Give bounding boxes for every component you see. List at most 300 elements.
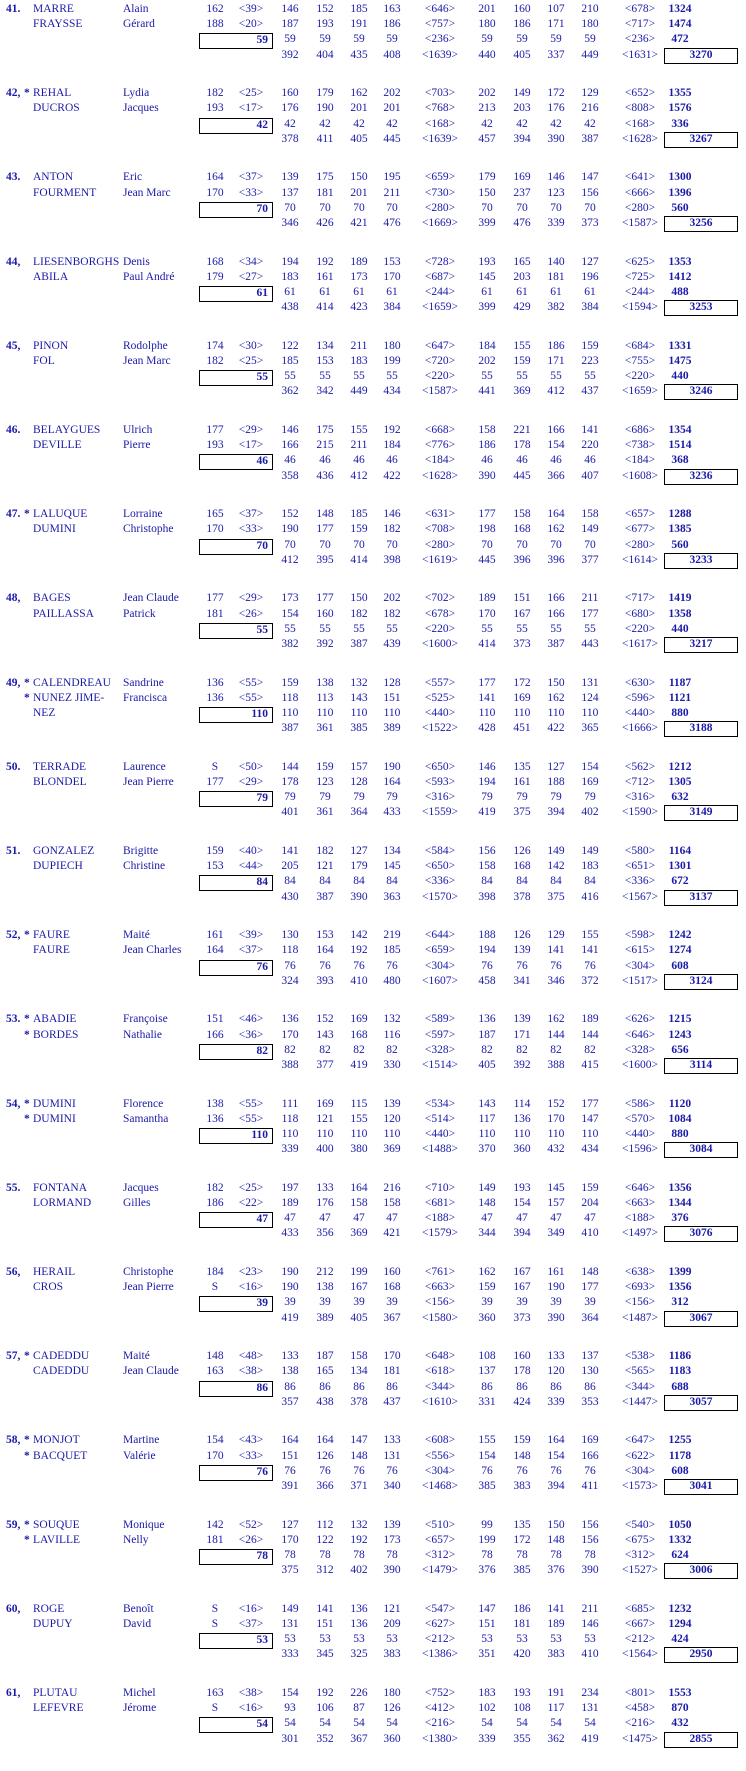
game-score: 116 [383, 1028, 401, 1041]
player-handicap: <52> [238, 1518, 264, 1531]
player-average: 170 [206, 523, 224, 536]
team-rank: 56, [6, 1266, 21, 1278]
handicap-game: 54 [319, 1717, 331, 1730]
game-score: 171 [513, 1028, 531, 1041]
game-score: 149 [547, 845, 565, 857]
game-score: 124 [581, 691, 599, 704]
player-firstname: Paul André [123, 270, 175, 283]
player-total: 1474 [668, 18, 692, 31]
game-score: 166 [547, 607, 565, 620]
game-score: 134 [316, 339, 334, 352]
handicap-series2: <304> [624, 1464, 656, 1477]
team-block [0, 1518, 746, 1602]
handicap-game: 59 [284, 33, 296, 46]
player-total: 1084 [668, 1112, 692, 1125]
series2-total: <630> [624, 676, 656, 689]
handicap-game: 79 [516, 791, 528, 804]
game-score: 148 [513, 1449, 531, 1462]
team-handicap: 82 [256, 1044, 268, 1057]
female-marker: * [24, 1097, 30, 1110]
series2-total: <651> [624, 860, 656, 873]
game-score: 164 [383, 775, 401, 788]
handicap-game: 84 [386, 875, 398, 888]
game-score: 136 [281, 1013, 299, 1026]
series2-total: <540> [624, 1518, 656, 1531]
game-score: 159 [350, 523, 368, 536]
team-game-total: 377 [316, 1058, 334, 1071]
player-surname: DUPUY [33, 1617, 73, 1630]
handicap-game: 39 [319, 1296, 331, 1309]
game-score: 189 [478, 592, 496, 605]
handicap-game: 76 [284, 959, 296, 972]
game-score: 146 [478, 760, 496, 773]
team-block [0, 170, 746, 254]
team-game-total: 410 [350, 974, 368, 987]
female-marker: * [24, 1350, 30, 1363]
team-game-total: 387 [350, 637, 368, 650]
game-score: 139 [513, 944, 531, 957]
handicap-game: 47 [386, 1212, 398, 1225]
player-firstname: Alain [123, 3, 149, 15]
game-score: 178 [513, 439, 531, 452]
series1-total: <678> [424, 607, 456, 620]
player-total: 1300 [668, 171, 692, 184]
game-score: 172 [513, 676, 531, 689]
game-score: 192 [350, 1533, 368, 1546]
handicap-game: 76 [319, 1464, 331, 1477]
player-total: 1412 [668, 270, 692, 283]
player-surname: FOURMENT [33, 186, 97, 199]
player-surname: LIESENBORGHS [33, 255, 120, 268]
handicap-game: 78 [584, 1548, 596, 1561]
game-score: 166 [581, 1449, 599, 1462]
team-grand-total: 2950 [689, 1648, 713, 1661]
game-score: 166 [281, 439, 299, 452]
series1-total: <776> [424, 439, 456, 452]
team-game-total: 457 [478, 132, 496, 145]
player-average: 177 [206, 775, 224, 788]
game-score: 180 [383, 1687, 401, 1699]
player-firstname: Jean Claude [123, 592, 179, 605]
player-handicap: <39> [238, 3, 264, 15]
team-block [0, 339, 746, 423]
game-score: 186 [547, 339, 565, 352]
handicap-game: 61 [386, 285, 398, 298]
team-game-total: 369 [350, 1227, 368, 1240]
player-surname: DUCROS [33, 102, 80, 115]
series2-total: <538> [624, 1350, 656, 1363]
game-score: 170 [547, 1112, 565, 1125]
handicap-game: 110 [513, 1127, 531, 1140]
player-surname: FOL [33, 354, 55, 367]
game-score: 127 [547, 760, 565, 773]
series2-total: <596> [624, 691, 656, 704]
player-handicap: <17> [238, 439, 264, 452]
team-series2: <1497> [622, 1227, 658, 1240]
game-score: 166 [547, 592, 565, 605]
handicap-game: 110 [581, 1127, 599, 1140]
handicap-game: 110 [350, 706, 368, 719]
game-score: 155 [513, 339, 531, 352]
team-game-total: 367 [350, 1732, 368, 1745]
series2-total: <717> [624, 592, 656, 605]
handicap-total: 488 [671, 285, 689, 298]
player-total: 1356 [668, 1181, 692, 1194]
game-score: 141 [547, 1602, 565, 1615]
team-block [0, 86, 746, 170]
team-game-total: 363 [383, 890, 401, 903]
handicap-total: 608 [671, 1464, 689, 1477]
game-score: 182 [316, 845, 334, 857]
team-game-total: 394 [513, 1227, 531, 1240]
game-score: 178 [281, 775, 299, 788]
handicap-game: 55 [481, 370, 493, 383]
game-score: 193 [513, 1181, 531, 1194]
handicap-game: 79 [319, 791, 331, 804]
game-score: 226 [350, 1687, 368, 1699]
player-total: 1183 [668, 1365, 692, 1378]
game-score: 154 [281, 1687, 299, 1699]
team-handicap: 86 [256, 1381, 268, 1394]
player-handicap: <55> [238, 676, 264, 689]
team-game-total: 361 [316, 806, 334, 819]
handicap-game: 76 [481, 959, 493, 972]
handicap-game: 70 [550, 201, 562, 214]
handicap-game: 55 [284, 370, 296, 383]
game-score: 156 [581, 1518, 599, 1531]
game-score: 128 [350, 775, 368, 788]
handicap-game: 47 [353, 1212, 365, 1225]
player-handicap: <55> [238, 1112, 264, 1125]
game-score: 134 [350, 1365, 368, 1378]
handicap-game: 39 [516, 1296, 528, 1309]
handicap-series2: <220> [624, 622, 656, 635]
team-game-total: 402 [350, 1564, 368, 1577]
female-marker: * [24, 929, 30, 942]
series1-total: <650> [424, 760, 456, 773]
handicap-series2: <212> [624, 1633, 656, 1646]
team-series1: <1580> [422, 1311, 458, 1324]
player-average: 170 [206, 1449, 224, 1462]
handicap-series1: <304> [424, 959, 456, 972]
game-score: 120 [547, 1365, 565, 1378]
game-score: 169 [513, 691, 531, 704]
game-score: 172 [513, 1533, 531, 1546]
team-game-total: 400 [316, 1143, 334, 1156]
handicap-game: 54 [516, 1717, 528, 1730]
team-game-total: 383 [513, 1479, 531, 1492]
handicap-game: 76 [319, 959, 331, 972]
game-score: 191 [547, 1687, 565, 1699]
player-average: 142 [206, 1518, 224, 1531]
game-score: 161 [316, 270, 334, 283]
series2-total: <675> [624, 1533, 656, 1546]
team-series2: <1594> [622, 301, 658, 314]
team-game-total: 416 [581, 890, 599, 903]
handicap-game: 78 [550, 1548, 562, 1561]
game-score: 111 [281, 1097, 299, 1110]
handicap-game: 55 [516, 370, 528, 383]
player-total: 1301 [668, 860, 692, 873]
game-score: 205 [281, 860, 299, 873]
game-score: 145 [547, 1181, 565, 1194]
team-rank: 59, [6, 1518, 21, 1531]
game-score: 113 [316, 691, 334, 704]
handicap-game: 61 [284, 285, 296, 298]
team-game-total: 414 [316, 301, 334, 314]
handicap-series2: <440> [624, 1127, 656, 1140]
game-score: 161 [547, 1266, 565, 1278]
game-score: 177 [316, 523, 334, 536]
female-marker: * [24, 676, 30, 689]
handicap-series1: <312> [424, 1548, 456, 1561]
team-game-total: 476 [513, 216, 531, 229]
handicap-game: 110 [547, 706, 565, 719]
handicap-game: 79 [550, 791, 562, 804]
handicap-game: 46 [584, 454, 596, 467]
game-score: 148 [350, 1449, 368, 1462]
handicap-game: 47 [481, 1212, 493, 1225]
player-handicap: <37> [238, 1617, 264, 1630]
team-game-total: 458 [478, 974, 496, 987]
handicap-game: 59 [516, 33, 528, 46]
game-score: 123 [316, 775, 334, 788]
game-score: 162 [350, 87, 368, 100]
team-game-total: 439 [383, 637, 401, 650]
game-score: 155 [581, 929, 599, 942]
game-score: 126 [383, 1702, 401, 1715]
handicap-game: 47 [584, 1212, 596, 1225]
team-game-total: 412 [281, 553, 299, 566]
team-game-total: 378 [513, 890, 531, 903]
handicap-series1: <220> [424, 370, 456, 383]
player-total: 1353 [668, 255, 692, 268]
team-game-total: 362 [547, 1732, 565, 1745]
handicap-game: 53 [353, 1633, 365, 1646]
player-handicap: <29> [238, 775, 264, 788]
player-total: 1187 [668, 676, 692, 689]
handicap-game: 82 [386, 1043, 398, 1056]
series2-total: <598> [624, 929, 656, 942]
game-score: 175 [316, 424, 334, 436]
team-series2: <1475> [622, 1732, 658, 1745]
game-score: 136 [513, 1112, 531, 1125]
game-score: 182 [383, 607, 401, 620]
team-game-total: 443 [581, 637, 599, 650]
team-game-total: 449 [581, 48, 599, 61]
team-grand-total: 3076 [689, 1227, 713, 1240]
game-score: 160 [513, 3, 531, 15]
player-total: 1186 [668, 1350, 692, 1363]
team-game-total: 324 [281, 974, 299, 987]
game-score: 165 [513, 255, 531, 268]
team-grand-total: 3006 [689, 1564, 713, 1577]
player-total: 1243 [668, 1028, 692, 1041]
game-score: 195 [383, 171, 401, 184]
handicap-game: 39 [284, 1296, 296, 1309]
handicap-game: 54 [481, 1717, 493, 1730]
game-score: 141 [316, 1602, 334, 1615]
handicap-game: 82 [584, 1043, 596, 1056]
handicap-game: 78 [386, 1548, 398, 1561]
game-score: 117 [478, 1112, 496, 1125]
team-game-total: 396 [547, 553, 565, 566]
handicap-game: 59 [550, 33, 562, 46]
team-block [0, 2, 746, 86]
handicap-game: 110 [281, 1127, 299, 1140]
game-score: 136 [478, 1013, 496, 1026]
player-firstname: Denis [123, 255, 150, 268]
game-score: 193 [316, 18, 334, 31]
player-average: 148 [206, 1350, 224, 1363]
handicap-total: 608 [671, 959, 689, 972]
game-score: 158 [350, 1350, 368, 1363]
series1-total: <510> [424, 1518, 456, 1531]
game-score: 126 [316, 1449, 334, 1462]
team-handicap: 79 [256, 792, 268, 805]
handicap-series2: <336> [624, 875, 656, 888]
team-grand-total: 3246 [689, 385, 713, 398]
team-rank: 54, [6, 1097, 21, 1110]
game-score: 146 [281, 3, 299, 15]
player-total: 1396 [668, 186, 692, 199]
team-game-total: 342 [316, 385, 334, 398]
player-handicap: <40> [238, 845, 264, 857]
team-handicap: 47 [256, 1213, 268, 1226]
player-average: 165 [206, 508, 224, 521]
game-score: 164 [350, 1181, 368, 1194]
player-surname: NUNEZ JIME- [33, 691, 105, 704]
game-score: 215 [316, 439, 334, 452]
series2-total: <712> [624, 775, 656, 788]
team-grand-total: 2855 [689, 1732, 713, 1745]
handicap-series1: <316> [424, 791, 456, 804]
team-grand-total: 3041 [689, 1479, 713, 1492]
game-score: 179 [350, 860, 368, 873]
team-game-total: 387 [547, 637, 565, 650]
team-game-total: 389 [316, 1311, 334, 1324]
player-surname: BORDES [33, 1028, 79, 1041]
series2-total: <663> [624, 1196, 656, 1209]
game-score: 173 [350, 270, 368, 283]
player-handicap: <29> [238, 424, 264, 436]
handicap-series1: <328> [424, 1043, 456, 1056]
handicap-game: 76 [353, 1464, 365, 1477]
player-surname: SOUQUE [33, 1518, 80, 1531]
series1-total: <646> [424, 3, 456, 15]
series1-total: <631> [424, 508, 456, 521]
game-score: 192 [316, 255, 334, 268]
team-game-total: 391 [281, 1479, 299, 1492]
game-score: 139 [383, 1518, 401, 1531]
team-handicap: 61 [256, 286, 268, 299]
game-score: 176 [281, 102, 299, 115]
player-handicap: <43> [238, 1434, 264, 1447]
game-score: 121 [316, 1112, 334, 1125]
player-total: 1121 [668, 691, 692, 704]
game-score: 189 [281, 1196, 299, 1209]
team-series2: <1617> [622, 637, 658, 650]
handicap-series1: <236> [424, 33, 456, 46]
team-rank: 50. [6, 760, 21, 773]
series2-total: <667> [624, 1617, 656, 1630]
team-game-total: 366 [316, 1479, 334, 1492]
team-game-total: 384 [581, 301, 599, 314]
game-score: 199 [350, 1266, 368, 1278]
series1-total: <618> [424, 1365, 456, 1378]
team-block [0, 1349, 746, 1433]
game-score: 176 [316, 1196, 334, 1209]
series2-total: <808> [624, 102, 656, 115]
team-grand-total: 3137 [689, 890, 713, 903]
team-game-total: 405 [350, 132, 368, 145]
team-game-total: 375 [513, 806, 531, 819]
game-score: 133 [281, 1350, 299, 1363]
handicap-game: 70 [584, 201, 596, 214]
game-score: 114 [513, 1097, 531, 1110]
game-score: 131 [281, 1617, 299, 1630]
team-game-total: 339 [281, 1143, 299, 1156]
game-score: 160 [281, 87, 299, 100]
game-score: 190 [547, 1281, 565, 1294]
game-score: 137 [281, 186, 299, 199]
team-game-total: 422 [383, 469, 401, 482]
game-score: 181 [316, 186, 334, 199]
team-game-total: 390 [383, 1564, 401, 1577]
team-game-total: 340 [383, 1479, 401, 1492]
team-game-total: 437 [581, 385, 599, 398]
player-surname: FRAYSSE [33, 18, 83, 31]
game-score: 188 [547, 775, 565, 788]
game-score: 183 [350, 354, 368, 367]
game-score: 138 [316, 1281, 334, 1294]
team-game-total: 438 [281, 301, 299, 314]
game-score: 153 [316, 929, 334, 942]
team-game-total: 421 [350, 216, 368, 229]
team-rank: 45, [6, 339, 21, 352]
series1-total: <757> [424, 18, 456, 31]
game-score: 148 [581, 1266, 599, 1278]
team-game-total: 394 [547, 806, 565, 819]
game-score: 204 [581, 1196, 599, 1209]
game-score: 199 [383, 354, 401, 367]
handicap-game: 86 [319, 1380, 331, 1393]
player-average: 179 [206, 270, 224, 283]
player-average: 186 [206, 1196, 224, 1209]
series1-total: <730> [424, 186, 456, 199]
handicap-game: 76 [550, 959, 562, 972]
series1-total: <525> [424, 691, 456, 704]
player-handicap: <36> [238, 1028, 264, 1041]
team-game-total: 414 [478, 637, 496, 650]
team-game-total: 345 [316, 1648, 334, 1661]
game-score: 147 [478, 1602, 496, 1615]
game-score: 160 [383, 1266, 401, 1278]
handicap-game: 70 [319, 201, 331, 214]
game-score: 150 [547, 676, 565, 689]
player-handicap: <33> [238, 523, 264, 536]
handicap-total: 440 [671, 622, 689, 635]
team-rank: 49, [6, 676, 21, 689]
team-grand-total: 3124 [689, 974, 713, 987]
player-total: 1294 [668, 1617, 692, 1630]
game-score: 129 [547, 929, 565, 942]
player-average: S [211, 1617, 219, 1630]
game-score: 183 [581, 860, 599, 873]
game-score: 198 [478, 523, 496, 536]
game-score: 136 [350, 1617, 368, 1630]
handicap-game: 42 [481, 117, 493, 130]
